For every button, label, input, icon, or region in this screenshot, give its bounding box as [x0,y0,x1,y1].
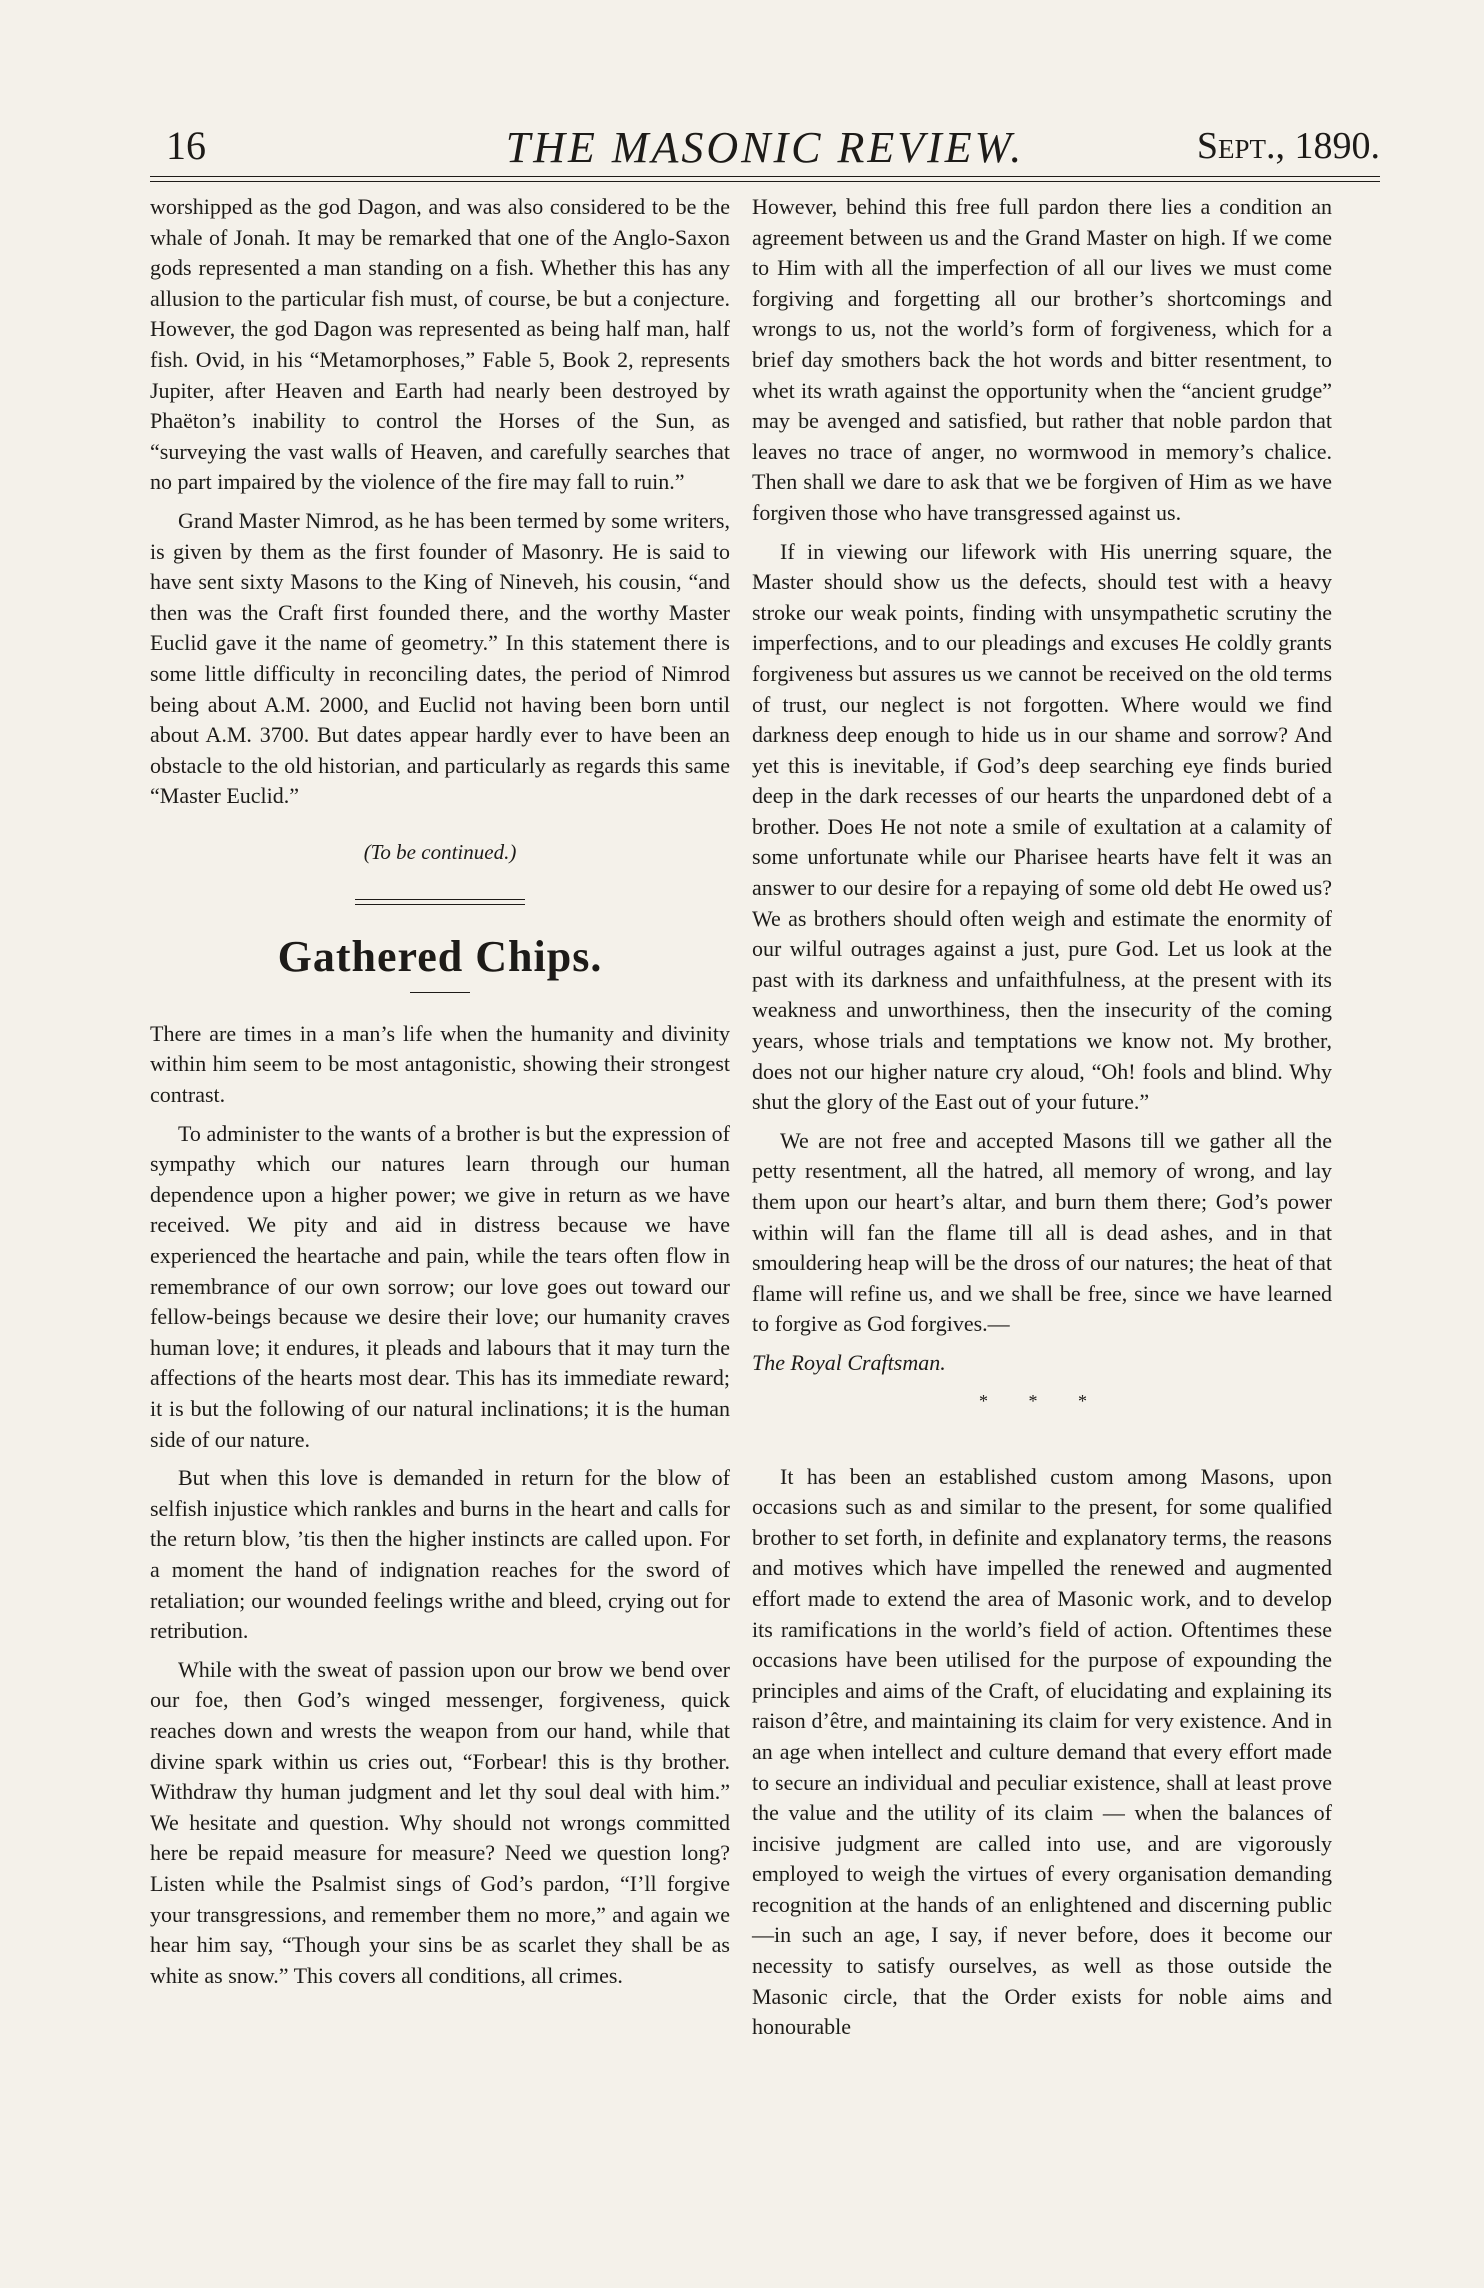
section-paragraph: We are not free and accepted Masons till we gather all the petty resentment, all the hatred, all memory of wrong, and lay them upon our heart’s altar, and burn them there; God’s power within will fan the flame till all is dead ashes, and in that smouldering heap will be the dross of our natures; the heat of that flame will refine us, and we shall be free, since we have learned to forgive as God forgives.— [752,1127,1332,1337]
section-paragraph: If in viewing our lifework with His unerring square, the Master should show us the defects, should test with a heavy stroke our weak points, finding with unsympathetic scrutiny the imperfections, and to our pleadings and excuses He coldly grants forgiveness but assures us we cannot be received on the old terms of trust, our neglect is not forgotten. Where would we find darkness deep enough to hide us in our shame and sorrow? And yet this is inevitable, if God’s deep searching eye finds buried deep in the dark recesses of our hearts the unpardoned debt of a brother. Does He not note a smile of exultation at a calamity of some unfortunate while our Pharisee hearts have felt it was an answer to our desire for a repaying of some old debt He owed us? We as brothers should often weigh and estimate the enormity of our wilful outrages against a just, pure God. Let us look at the past with its darkness and unfaithfulness, at the present with its weakness and unworthiness, then the insecurity of the coming years, whose trials and temptations we know not. My brother, does not our higher nature cry aloud, “Oh! fools and blind. Why shut the glory of the East out of your future.” [752,538,1332,1115]
closing-paragraph: It has been an established custom among Masons, upon occasions such as and similar to the present, for some qualified brother to set forth, in definite and explanatory terms, the reasons and motives which have impelled the renewed and augmented effort made to extend the area of Masonic work, and to develop its ramifications in the world’s field of action. Oftentimes these occasions have been utilised for the purpose of expounding the principles and aims of the Craft, of elucidating and explaining its raison d’être, and maintaining its claim for very existence. And in an age when intellect and culture demand that every effort made to secure an individual and peculiar existence, shall at least prove the value and the utility of its claim — when the balances of incisive judgment are called into use, and are vigorously employed to weigh the virtues of every organisation demanding recognition at the hands of an enlightened and discerning public—in such an age, I say, if never before, does it become our necessity to satisfy ourselves, as well as those outside the Masonic circle, that the Order exists for noble aims and honourable [752,1463,1332,2040]
page-header [150,118,1380,174]
header-rule-top [150,176,1380,177]
section-heading: Gathered Chips. [277,931,603,981]
left-column [150,192,730,1991]
separator-stars: * * * [979,1390,1105,1411]
page-number: 16 [166,123,206,168]
heading-underline [410,992,470,993]
section-paragraph: While with the sweat of passion upon our brow we bend over our foe, then God’s winged messenger, forgiveness, quick reaches down and wrests the weapon from our hand, while that divine spark within us cries out, “Forbear! this is thy brother. Withdraw thy human judgment and let thy soul deal with him.” We hesitate and question. Why should not wrongs committed here be repaid measure for measure? Need we question long? Listen while the Psalmist sings of God’s pardon, “I’ll forgive your transgressions, and remember them no more,” and again we hear him say, “Though your sins be as scarlet they shall be as white as snow.” This covers all conditions, all crimes. [150,1656,730,1988]
source-signature: The Royal Craftsman. [752,1349,946,1375]
section-paragraph: To administer to the wants of a brother is but the expression of sympathy which our natures learn through our human dependence upon a higher power; we give in return as we have received. We pity and aid in distress because we have experienced the heartache and pain, while the tears often flow in remembrance of our own sorrow; our love goes out toward our fellow-beings because we desire their love; our humanity craves human love; it endures, it pleads and labours that it may turn the affections of the hearts most dear. This has its immediate reward; it is but the following of our natural inclinations; it is the human side of our nature. [150,1120,730,1452]
article-paragraph: worshipped as the god Dagon, and was also considered to be the whale of Jonah. It may be remarked that one of the Anglo-Saxon gods represented a man standing on a fish. Whether this has any allusion to the particular fish must, of course, be but a conjecture. However, the god Dagon was represented as being half man, half fish. Ovid, in his “Metamorphoses,” Fable 5, Book 2, represents Jupiter, after Heaven and Earth had nearly been destroyed by Phaëton’s inability to control the Horses of the Sun, as “surveying the vast walls of Heaven, and carefully searches that no part impaired by the violence of the fire may fall to ruin.” [150,194,730,495]
journal-title: THE MASONIC REVIEW. [505,123,1025,172]
article-paragraph: Grand Master Nimrod, as he has been termed by some writers, is given by them as the first founder of Masonry. He is said to have sent sixty Masons to the King of Nineveh, his cousin, “and then was the Craft first founded there, and the worthy Master Euclid gave it the name of geometry.” In this statement there is some little difficulty in reconciling dates, the period of Nimrod being about A.M. 2000, and Euclid not having been born until about A.M. 3700. But dates appear hardly ever to have been an obstacle to the old historian, and particularly as regards this same “Master Euclid.” [150,507,730,809]
issue-date: Sept., 1890. [1196,125,1380,167]
header-rule-bottom [150,181,1380,182]
continued-note: (To be continued.) [363,839,517,864]
section-paragraph: However, behind this free full pardon there lies a condition an agreement between us and the Grand Master on high. If we come to Him with all the imperfection of all our lives we must come forgiving and forgetting all our brother’s shortcomings and wrongs to us, not the world’s form of forgiveness, which for a brief day smothers back the hot words and bitter resentment, to whet its wrath against the opportunity when the “ancient grudge” may be avenged and satisfied, but rather that noble pardon that leaves no trace of anger, no wormwood in memory’s chalice. Then shall we dare to ask that we be forgiven of Him as we have forgiven those who have transgressed against us. [752,194,1332,525]
right-column [752,192,1332,2043]
section-divider [355,899,525,905]
section-paragraph: There are times in a man’s life when the humanity and divinity within him seem to be most antagonistic, showing their strongest contrast. [150,1020,730,1108]
section-paragraph: But when this love is demanded in return for the blow of selfish injustice which rankles and burns in the heart and calls for the return blow, ’tis then the higher instincts are called upon. For a moment the hand of indignation reaches for the sword of retaliation; our wounded feelings writhe and bleed, crying out for retribution. [150,1465,730,1644]
